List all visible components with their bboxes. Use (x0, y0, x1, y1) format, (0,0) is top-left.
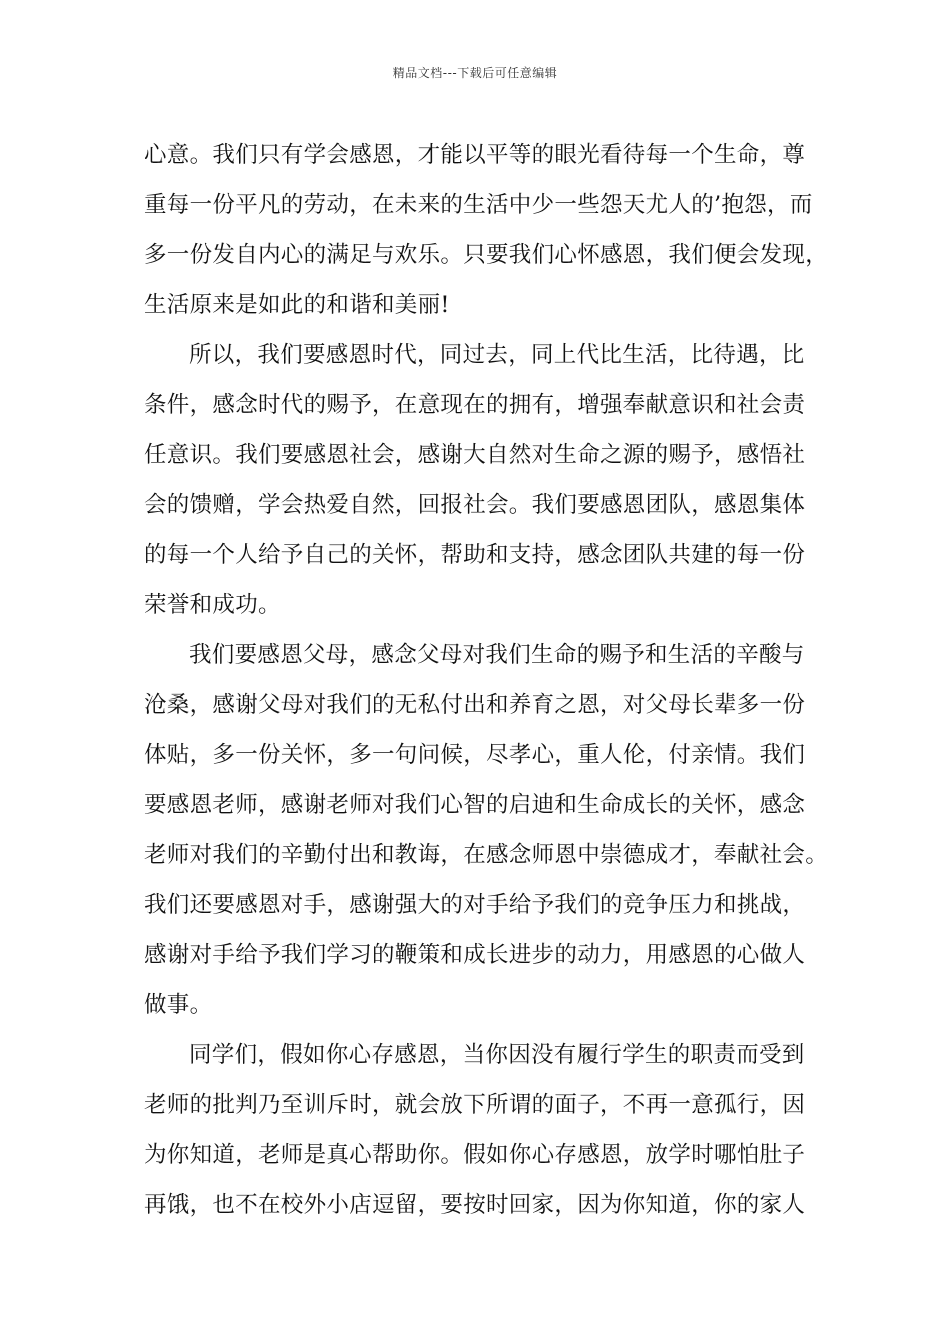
text-line: 同学们，假如你心存感恩，当你因没有履行学生的职责而受到 (189, 1042, 805, 1068)
text-line: 感谢对手给予我们学习的鞭策和成长进步的动力，用感恩的心做人 (144, 942, 806, 968)
text-line: 要感恩老师，感谢老师对我们心智的启迪和生命成长的关怀，感念 (144, 792, 806, 818)
text-line: 所以，我们要感恩时代，同过去，同上代比生活，比待遇，比 (189, 342, 805, 368)
text-line: 做事。 (144, 992, 213, 1018)
text-line: 生活原来是如此的和谐和美丽! (144, 292, 450, 318)
text-line: 再饿，也不在校外小店逗留，要按时回家，因为你知道，你的家人 (144, 1192, 806, 1218)
text-line: 老师的批判乃至训斥时，就会放下所谓的面子，不再一意孤行，因 (144, 1092, 806, 1118)
text-line: 体贴，多一份关怀，多一句问候，尽孝心，重人伦，付亲情。我们 (144, 742, 806, 768)
text-line: 老师对我们的辛勤付出和教诲，在感念师恩中崇德成才，奉献社会。 (144, 842, 829, 868)
text-line: 我们要感恩父母，感念父母对我们生命的赐予和生活的辛酸与 (189, 642, 805, 668)
text-line: 我们还要感恩对手，感谢强大的对手给予我们的竞争压力和挑战， (144, 892, 806, 918)
document-body (144, 130, 829, 1230)
text-line: 多一份发自内心的满足与欢乐。只要我们心怀感恩，我们便会发现， (144, 242, 829, 268)
text-line: 心意。我们只有学会感恩，才能以平等的眼光看待每一个生命，尊 (144, 142, 806, 168)
page-header: 精品文档---下载后可任意编辑 (392, 66, 558, 80)
text-line: 为你知道，老师是真心帮助你。假如你心存感恩，放学时哪怕肚子 (144, 1142, 806, 1168)
text-line: 重每一份平凡的劳动，在未来的生活中少一些怨天尤人的’抱怨，而 (144, 192, 813, 218)
text-line: 条件，感念时代的赐予，在意现在的拥有，增强奉献意识和社会责 (144, 392, 806, 418)
text-line: 的每一个人给予自己的关怀，帮助和支持，感念团队共建的每一份 (144, 542, 806, 568)
text-line: 任意识。我们要感恩社会，感谢大自然对生命之源的赐予，感悟社 (144, 442, 806, 468)
text-line: 会的馈赠，学会热爱自然，回报社会。我们要感恩团队，感恩集体 (144, 492, 806, 518)
text-line: 荣誉和成功。 (144, 592, 281, 618)
text-line: 沧桑，感谢父母对我们的无私付出和养育之恩，对父母长辈多一份 (144, 692, 806, 718)
